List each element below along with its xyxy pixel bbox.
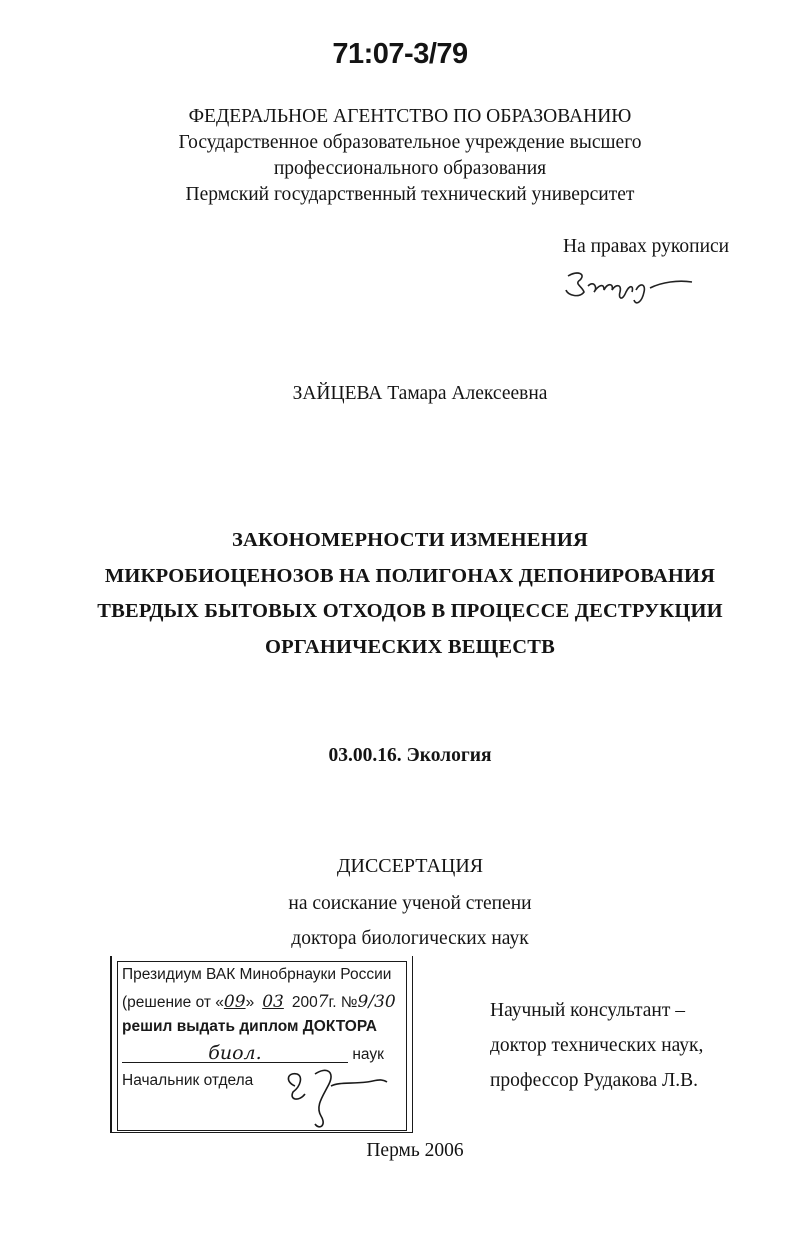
stamp-number: 9/30 <box>357 992 396 1012</box>
title-line: ОРГАНИЧЕСКИХ ВЕЩЕСТВ <box>265 635 555 658</box>
stamp-text-fragment: г. № <box>328 994 358 1011</box>
dissertation-heading: ДИССЕРТАЦИЯ <box>336 855 484 877</box>
vak-stamp <box>110 956 412 1134</box>
title-line: ЗАКОНОМЕРНОСТИ ИЗМЕНЕНИЯ <box>232 529 588 551</box>
stamp-text-fragment: 200 <box>291 994 318 1011</box>
stamp-line: Президиум ВАК Минобрнауки России <box>122 966 392 983</box>
stamp-text-fragment: наук <box>352 1046 384 1063</box>
stamp-decision-line <box>122 992 396 1012</box>
manuscript-rights: На правах рукописи <box>563 236 730 257</box>
specialty: 03.00.16. Экология <box>328 745 492 766</box>
degree-line: на соискание ученой степени <box>288 893 532 914</box>
stamp-line: Начальник отдела <box>122 1072 254 1089</box>
degree-line: доктора биологических наук <box>291 928 529 949</box>
institution-type-cont: профессионального образования <box>273 158 547 179</box>
title-line: МИКРОБИОЦЕНОЗОВ НА ПОЛИГОНАХ ДЕПОНИРОВАНИЯ <box>104 564 716 587</box>
title-line: ТВЕРДЫХ БЫТОВЫХ ОТХОДОВ В ПРОЦЕССЕ ДЕСТРУКЦИИ <box>97 600 723 622</box>
agency-name: ФЕДЕРАЛЬНОЕ АГЕНТСТВО ПО ОБРАЗОВАНИЮ <box>188 106 632 127</box>
stamp-text-fragment: » <box>245 994 255 1011</box>
city-year: Пермь 2006 <box>366 1140 464 1161</box>
document-code: 71:07-3/79 <box>332 38 468 70</box>
consultant-name: профессор Рудакова Л.В. <box>490 1070 699 1091</box>
institution-type: Государственное образовательное учреждение высшего <box>178 132 642 153</box>
degree-block <box>230 886 590 956</box>
consultant-role: Научный консультант – <box>490 1000 685 1021</box>
organization-block <box>110 104 710 208</box>
stamp-year-digit: 7 <box>317 992 329 1012</box>
consultant-degree: доктор технических наук, <box>490 1035 704 1056</box>
author-signature <box>560 262 700 312</box>
stamp-line: решил выдать диплом ДОКТОРА <box>122 1018 378 1035</box>
author-name: ЗАЙЦЕВА Тамара Алексеевна <box>292 383 548 404</box>
university-name: Пермский государственный технический университет <box>185 184 635 205</box>
dissertation-title <box>60 523 760 665</box>
stamp-day: 09 <box>223 992 246 1012</box>
stamp-month: 03 <box>262 992 284 1012</box>
stamp-field-value: биол. <box>208 1042 262 1064</box>
stamp-text-fragment: (решение от « <box>122 994 224 1011</box>
scientific-consultant <box>490 993 703 1098</box>
official-signature <box>275 1056 395 1132</box>
